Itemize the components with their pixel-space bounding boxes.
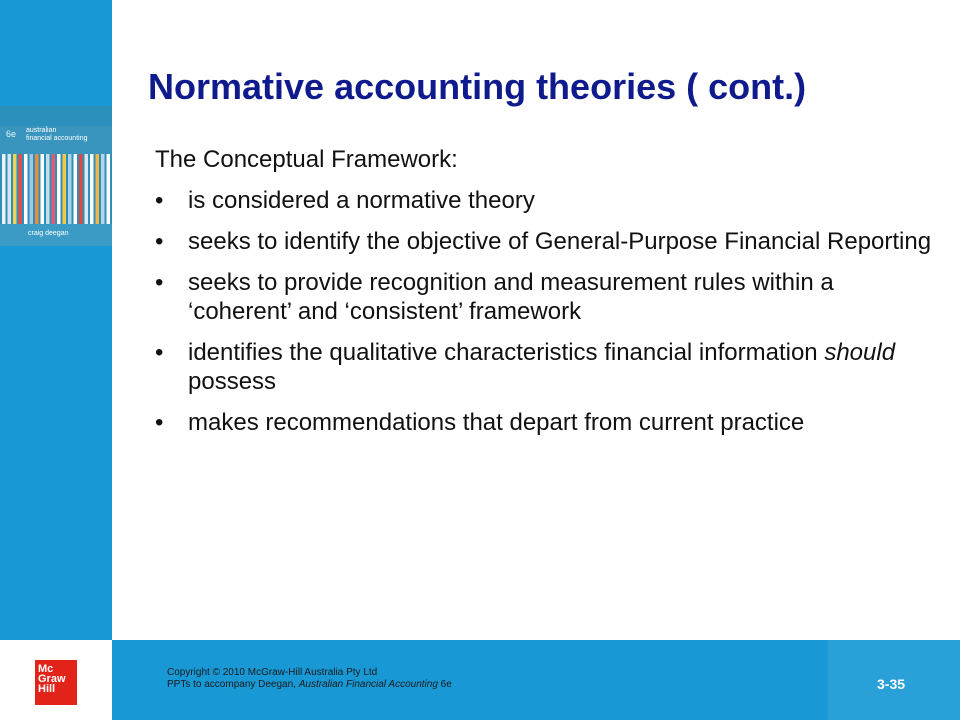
cover-stripe [74,154,78,224]
bullet-item [155,268,935,326]
bullet-dot: • [155,228,164,255]
slide-content [155,145,935,449]
bullet-text: identifies the qualitative characteristics financial information [188,339,825,366]
cover-stripe [41,154,45,224]
bullet-item [155,338,935,396]
cover-stripe [2,154,6,224]
bullet-item [155,186,935,215]
logo-line-2: Graw [38,673,66,685]
cover-stripe [107,154,111,224]
cover-stripe [13,154,17,224]
cover-stripe [8,154,12,224]
logo-line-3: Hill [38,683,56,695]
book-cover-image [0,106,112,246]
copyright-book-title: Australian Financial Accounting [298,679,438,690]
bullet-text: should [824,339,896,366]
bullet-text: is considered a normative theory [188,187,535,214]
mcgraw-hill-logo [35,660,77,705]
slide-title: Normative accounting theories ( cont.) [148,66,807,107]
cover-stripe [85,154,89,224]
bullet-dot: • [155,409,164,436]
bullet-item [155,227,935,256]
cover-stripe [101,154,105,224]
cover-stripe [24,154,28,224]
bullet-dot: • [155,269,164,296]
cover-stripe [52,154,56,224]
bullet-dot: • [155,339,164,366]
bullet-text: seeks to identify the objective of General-Purpose Financial Reporting [188,228,932,255]
cover-stripe [19,154,23,224]
cover-stripe [46,154,50,224]
footer-bar [0,640,960,720]
bullet-item [155,408,935,437]
page-number: 3-35 [877,676,906,692]
bullet-text: makes recommendations that depart from current practice [188,409,805,436]
cover-stripe [68,154,72,224]
cover-edition: 6e [6,129,17,139]
cover-title: australian financial accounting [26,127,88,142]
cover-stripe [63,154,67,224]
bullet-text: possess [188,368,277,395]
cover-stripe [57,154,61,224]
cover-stripe [79,154,83,224]
bullet-dot: • [155,187,164,214]
cover-author: craig deegan [28,230,69,237]
intro-text: The Conceptual Framework: [155,146,458,173]
logo-line-1: Mc [38,663,54,675]
copyright-line-2 [167,679,452,691]
copyright-notice [167,667,452,691]
bullet-text: seeks to provide recognition and measurement rules within a ‘coherent’ and ‘consistent’ framework [188,269,834,325]
cover-stripes-graphic [0,106,112,226]
left-sidebar-bar [0,0,112,640]
cover-stripe [96,154,100,224]
bullet-list [155,186,935,437]
copyright-line-1: Copyright © 2010 McGraw-Hill Australia Pty Ltd [167,667,378,678]
cover-stripe [90,154,94,224]
copyright-line-2-prefix: PPTs to accompany Deegan, [167,679,299,690]
cover-stripe [30,154,34,224]
copyright-line-2-suffix: 6e [437,679,452,690]
cover-stripe [35,154,39,224]
